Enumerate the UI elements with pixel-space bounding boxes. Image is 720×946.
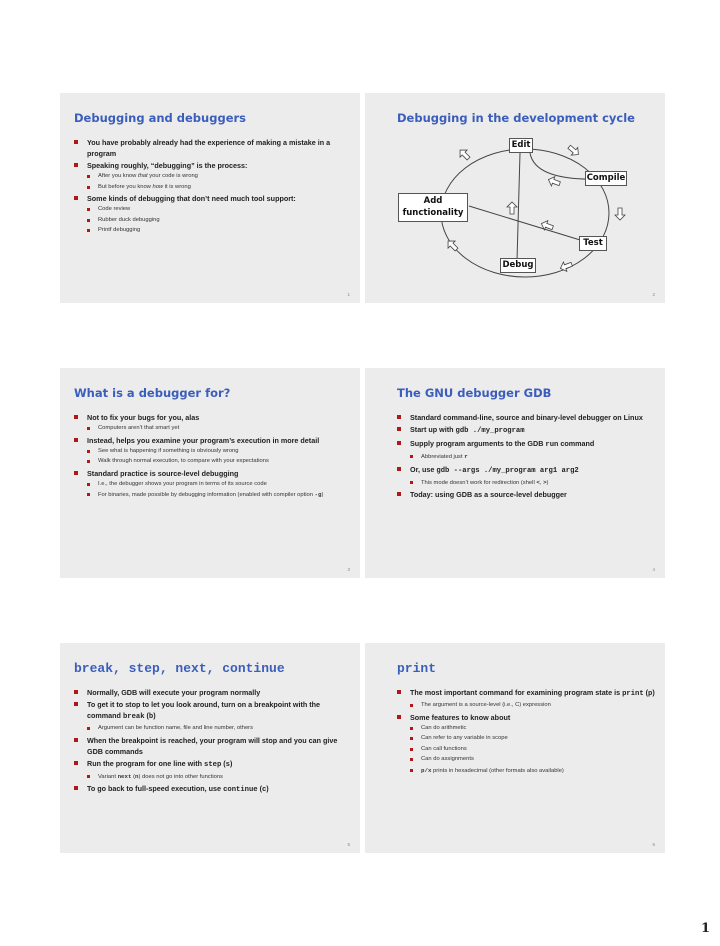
bullet-text: Not to fix your bugs for you, alas xyxy=(87,413,200,422)
sub-bullet-item xyxy=(74,172,354,182)
bullet-marker-icon xyxy=(74,140,78,144)
bullet-marker-icon xyxy=(397,492,401,496)
bullet-marker-icon xyxy=(74,196,78,200)
bullet-item xyxy=(74,758,354,771)
bullet-text: ( xyxy=(221,758,226,768)
slide-number: 4 xyxy=(652,567,655,572)
bullet-marker-icon xyxy=(74,438,78,442)
bullet-item xyxy=(74,468,354,479)
bullet-text: prints in hexadecimal (other formats also available) xyxy=(431,767,564,774)
slide-title: break, step, next, continue xyxy=(74,661,285,676)
bullet-marker-icon xyxy=(397,427,401,431)
bullet-text: ( xyxy=(257,784,262,793)
slide-number: 5 xyxy=(347,842,350,847)
slide-body xyxy=(397,687,659,777)
inline-code: p/x xyxy=(421,766,432,774)
bullet-text: it is wrong xyxy=(163,183,191,190)
bullet-text: that xyxy=(137,173,148,179)
bullet-text: Walk through normal execution, to compare with your expectations xyxy=(98,458,269,464)
bullet-marker-icon xyxy=(74,690,78,694)
bullet-text: Can refer to any variable in scope xyxy=(421,735,508,741)
node-add-line1: Add xyxy=(423,196,443,206)
sub-bullet-item xyxy=(397,701,659,711)
bullet-text: Supply program arguments to the GDB xyxy=(410,439,546,448)
bullet-marker-icon xyxy=(397,415,401,419)
slide-title: What is a debugger for? xyxy=(74,386,231,400)
bullet-text: Computers aren’t that smart yet xyxy=(98,425,180,431)
bullet-marker-icon xyxy=(74,415,78,419)
sub-bullet-item xyxy=(74,447,354,457)
bullet-text: Or, use xyxy=(410,464,437,474)
bullet-marker-icon xyxy=(410,704,413,707)
slide-3 xyxy=(60,368,360,578)
sub-bullet-item xyxy=(74,183,354,193)
slide-body xyxy=(397,412,659,501)
slide-title: The GNU debugger GDB xyxy=(397,386,552,400)
bullet-text: ( xyxy=(144,711,149,720)
node-edit: Edit xyxy=(509,138,533,153)
slide-6 xyxy=(365,643,665,853)
inline-code: c xyxy=(261,786,267,794)
sub-bullet-item xyxy=(397,755,659,765)
slide-body xyxy=(74,412,354,502)
sub-bullet-item xyxy=(74,724,354,734)
sub-bullet-item xyxy=(397,452,659,463)
bullet-text: Can call functions xyxy=(421,745,467,752)
bullet-text: Run the program for one line with xyxy=(87,758,204,768)
slide-number: 1 xyxy=(347,292,350,297)
bullet-marker-icon xyxy=(87,775,90,778)
bullet-text: Standard command-line, source and binary-level debugger on Linux xyxy=(410,413,643,422)
slide-title: Debugging and debuggers xyxy=(74,111,247,125)
bullet-marker-icon xyxy=(397,690,401,694)
node-add-functionality xyxy=(398,193,468,222)
bullet-text: ) xyxy=(266,784,269,793)
bullet-item xyxy=(397,412,659,423)
bullet-text: For binaries, made possible by debugging information (enabled with compiler option xyxy=(98,492,315,498)
inline-code: print xyxy=(622,690,644,698)
bullet-marker-icon xyxy=(74,702,78,706)
bullet-text: Some kinds of debugging that don’t need much tool support: xyxy=(87,194,296,203)
bullet-marker-icon xyxy=(87,427,90,430)
inline-code: > xyxy=(543,478,547,486)
inline-code: -g xyxy=(314,491,322,498)
bullet-text: Abbreviated just xyxy=(421,454,465,460)
inline-code: r xyxy=(464,453,468,460)
bullet-marker-icon xyxy=(410,727,413,730)
slide-title: print xyxy=(397,661,437,676)
bullet-marker-icon xyxy=(87,229,90,232)
bullet-item xyxy=(397,687,659,700)
node-compile: Compile xyxy=(585,171,627,186)
bullet-text: To get it to stop to let you look around, turn on a breakpoint with the command xyxy=(87,700,321,720)
inline-code: gdb ./my_program xyxy=(455,427,525,435)
bullet-text: Can do assignments xyxy=(421,756,474,762)
bullet-text: your code is wrong xyxy=(147,173,198,179)
bullet-marker-icon xyxy=(410,737,413,740)
slide-number: 6 xyxy=(652,842,655,847)
bullet-text: ) xyxy=(546,479,549,486)
bullet-item xyxy=(74,699,354,723)
bullet-text: Some features to know about xyxy=(410,712,511,722)
sub-bullet-item xyxy=(74,205,354,215)
slide-number: 2 xyxy=(652,292,655,297)
bullet-text: ) does not go into other functions xyxy=(138,773,223,780)
bullet-marker-icon xyxy=(87,175,90,178)
bullet-marker-icon xyxy=(410,455,413,458)
sub-bullet-item xyxy=(74,424,354,434)
bullet-text: But before you know xyxy=(98,183,153,190)
bullet-item xyxy=(397,424,659,437)
bullet-item xyxy=(397,438,659,451)
bullet-marker-icon xyxy=(410,758,413,761)
slide-number: 3 xyxy=(347,567,350,572)
bullet-text: Speaking roughly, “debugging” is the process: xyxy=(87,161,248,170)
bullet-marker-icon xyxy=(410,481,413,484)
bullet-marker-icon xyxy=(397,715,401,719)
bullet-text: ) xyxy=(153,711,156,720)
node-test: Test xyxy=(579,236,607,251)
sub-bullet-item xyxy=(397,766,659,777)
slide-body xyxy=(74,687,354,797)
bullet-text: To go back to full-speed execution, use xyxy=(87,784,224,793)
bullet-text: command xyxy=(558,439,595,448)
bullet-item xyxy=(74,193,354,204)
bullet-marker-icon xyxy=(74,163,78,167)
bullet-marker-icon xyxy=(87,186,90,189)
bullet-text: ( xyxy=(643,688,649,697)
inline-code: step xyxy=(204,760,222,769)
sub-bullet-item xyxy=(397,734,659,744)
bullet-text: When the breakpoint is reached, your program will stop and you can give GDB commands xyxy=(87,735,338,756)
bullet-text: You have probably already had the experience of making a mistake in a program xyxy=(87,138,331,158)
bullet-item xyxy=(74,137,354,159)
bullet-marker-icon xyxy=(74,471,78,475)
bullet-text: ) xyxy=(652,688,655,697)
bullet-marker-icon xyxy=(87,460,90,463)
sub-bullet-item xyxy=(397,745,659,755)
sub-bullet-item xyxy=(74,772,354,783)
bullet-item xyxy=(74,783,354,796)
bullet-text: ) xyxy=(321,492,324,498)
bullet-marker-icon xyxy=(87,493,90,496)
bullet-marker-icon xyxy=(410,769,413,772)
bullet-text: Today: using GDB as a source-level debugger xyxy=(410,490,567,499)
bullet-item xyxy=(397,489,659,500)
bullet-text: ) xyxy=(229,758,233,768)
bullet-item xyxy=(397,464,659,477)
bullet-text: I.e., the debugger shows your program in terms of its source code xyxy=(98,480,267,487)
page-number: 1 xyxy=(700,921,710,936)
bullet-item xyxy=(74,160,354,171)
bullet-marker-icon xyxy=(410,748,413,751)
sub-bullet-item xyxy=(397,724,659,734)
bullet-text: Code review xyxy=(98,206,131,212)
bullet-text: Printf debugging xyxy=(98,227,141,233)
slide-body xyxy=(74,137,354,237)
bullet-text: Start up with xyxy=(410,425,456,434)
bullet-text: , xyxy=(539,479,544,486)
bullet-text: Standard practice is source-level debugging xyxy=(87,468,239,478)
inline-code: n xyxy=(135,772,139,780)
sub-bullet-item xyxy=(74,226,354,236)
bullet-marker-icon xyxy=(87,483,90,486)
bullet-text: The most important command for examining program state is xyxy=(410,688,623,697)
bullet-marker-icon xyxy=(87,219,90,222)
inline-code: next xyxy=(117,772,132,780)
bullet-text: Variant xyxy=(98,773,118,780)
bullet-text: Instead, helps you examine your program’s execution in more detail xyxy=(87,435,320,445)
bullet-marker-icon xyxy=(74,738,78,742)
node-add-line2: functionality xyxy=(402,208,464,218)
bullet-marker-icon xyxy=(74,786,78,790)
bullet-marker-icon xyxy=(87,450,90,453)
bullet-item xyxy=(74,687,354,698)
bullet-item xyxy=(74,735,354,757)
slide-1 xyxy=(60,93,360,303)
inline-code: run xyxy=(545,441,559,449)
bullet-text: Normally, GDB will execute your program normally xyxy=(87,688,261,697)
sub-bullet-item xyxy=(74,216,354,226)
arrow-icon xyxy=(445,143,625,273)
bullet-text: Argument can be function name, file and line number, others xyxy=(98,725,253,731)
bullet-marker-icon xyxy=(87,208,90,211)
slide-5 xyxy=(60,643,360,853)
slide-4 xyxy=(365,368,665,578)
bullet-text: Rubber duck debugging xyxy=(98,216,160,223)
inline-code: p xyxy=(648,690,653,698)
inline-code: s xyxy=(225,760,230,769)
bullet-text: See what is happening if something is obviously wrong xyxy=(98,447,239,454)
bullet-text: ( xyxy=(131,773,136,780)
bullet-text: After you know xyxy=(98,173,138,179)
bullet-item xyxy=(74,412,354,423)
bullet-marker-icon xyxy=(74,761,78,765)
inline-code: break xyxy=(122,713,145,721)
inline-code: continue xyxy=(223,786,258,794)
bullet-text: how xyxy=(152,183,164,190)
bullet-item xyxy=(397,712,659,723)
bullet-text: Can do arithmetic xyxy=(421,724,467,731)
sub-bullet-item xyxy=(74,490,354,501)
bullet-text: This mode doesn’t work for redirection (shell xyxy=(421,479,537,486)
bullet-text: The argument is a source-level (i.e., C) expression xyxy=(421,702,551,708)
sub-bullet-item xyxy=(74,457,354,467)
node-debug: Debug xyxy=(500,258,536,273)
sub-bullet-item xyxy=(74,480,354,490)
inline-code: < xyxy=(536,478,540,486)
bullet-marker-icon xyxy=(397,467,401,471)
slide-title: Debugging in the development cycle xyxy=(397,111,635,125)
bullet-marker-icon xyxy=(87,727,90,730)
slide-2 xyxy=(365,93,665,303)
inline-code: b xyxy=(148,713,154,721)
bullet-marker-icon xyxy=(397,441,401,445)
add-test-line xyxy=(469,206,590,243)
sub-bullet-item xyxy=(397,478,659,489)
inline-code: gdb --args ./my_program arg1 arg2 xyxy=(436,466,579,475)
bullet-item xyxy=(74,435,354,446)
